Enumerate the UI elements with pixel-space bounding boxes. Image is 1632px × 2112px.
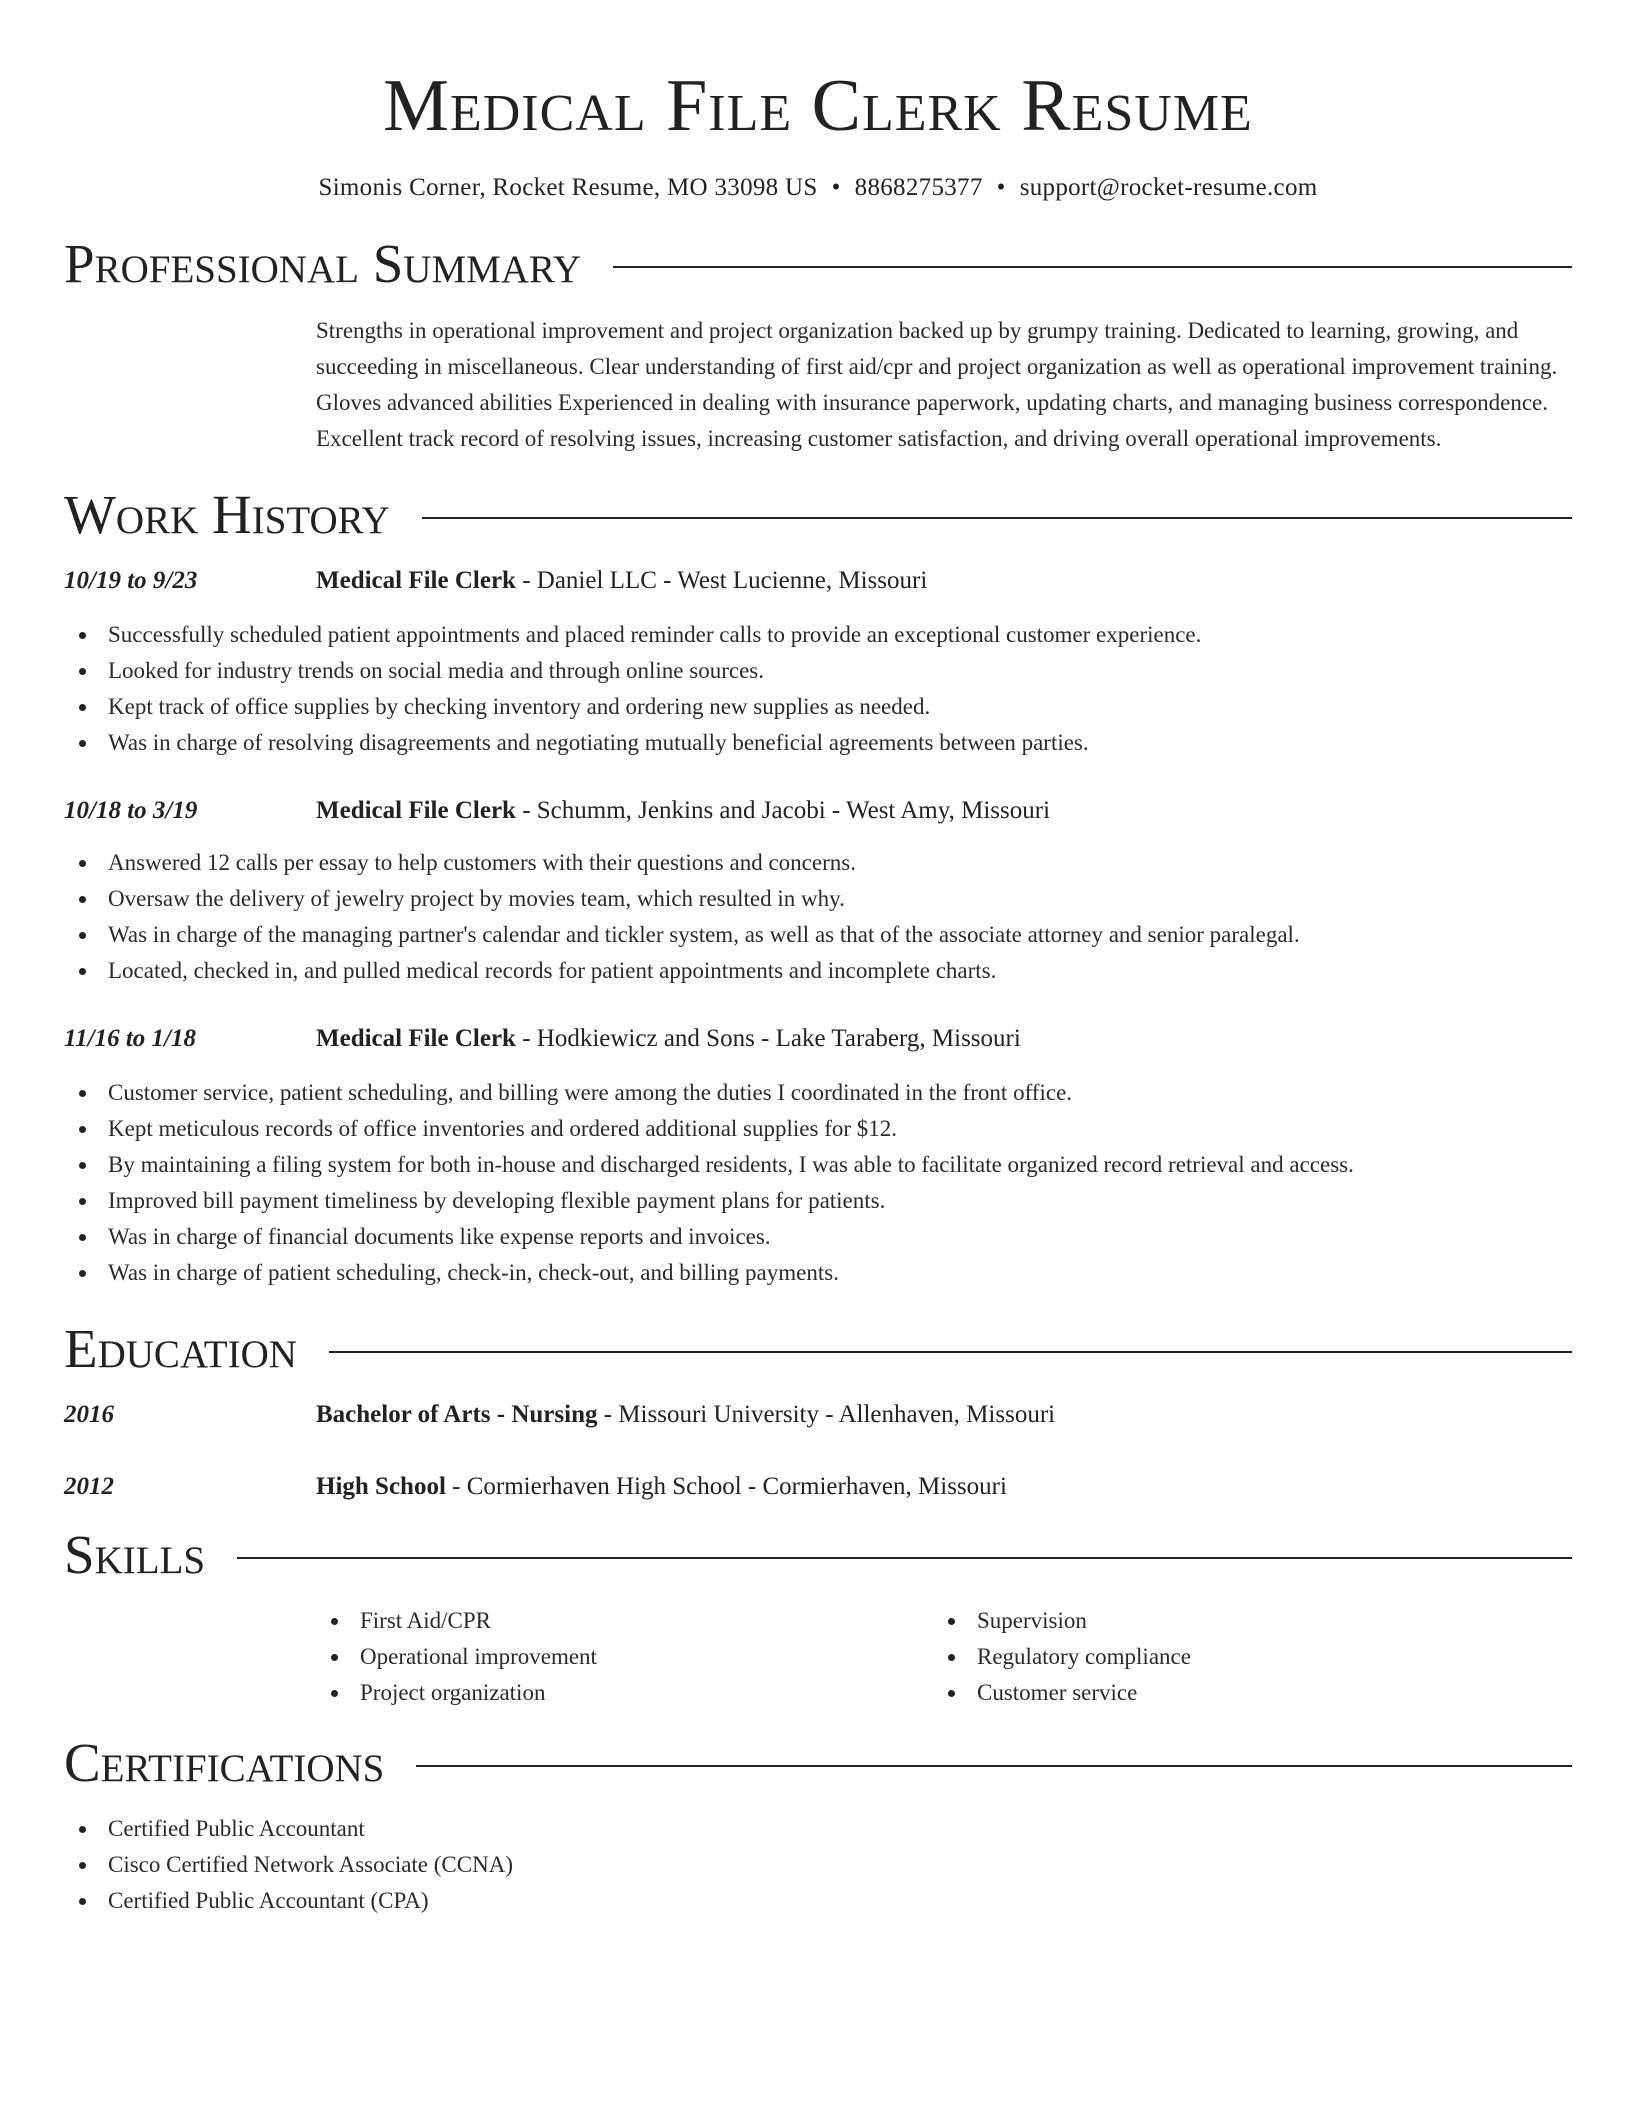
education-date: 2012 [64,1473,114,1500]
section-rule [237,1557,1572,1559]
education-section [64,1317,1572,1505]
work-header [64,483,1572,547]
resume-page [64,0,1572,1919]
job-details: - Hodkiewicz and Sons - Lake Taraberg, Missouri [515,1025,1021,1052]
education-heading-line [316,1469,1572,1505]
job-bullets [64,617,1572,761]
skills-section [64,1523,1572,1711]
summary-header [64,232,1572,296]
certifications-header [64,1731,1572,1795]
list-item: By maintaining a filing system for both in-house and discharged residents, I was able to facilitate organized record retrieval and access. [64,1147,1572,1183]
certifications-list [64,1811,1572,1919]
section-rule [416,1765,1572,1767]
job-header [64,793,1572,829]
list-item: Was in charge of financial documents like expense reports and invoices. [64,1219,1572,1255]
job-header [64,563,1572,599]
list-item: Customer service [933,1675,1550,1711]
list-item: Supervision [933,1603,1550,1639]
skills-grid [316,1603,1572,1711]
job-entry [64,793,1572,989]
list-item: Successfully scheduled patient appointments and placed reminder calls to provide an exceptional customer experience. [64,617,1572,653]
job-details: - Daniel LLC - West Lucienne, Missouri [515,567,928,594]
job-title: Medical File Clerk [316,797,516,824]
contact-email: support@rocket-resume.com [1019,174,1318,201]
skills-column-left [316,1603,933,1711]
education-details: - Cormierhaven High School - Cormierhaven, Missouri [445,1473,1007,1500]
skills-heading: Skills [64,1524,206,1585]
contact-line [64,172,1572,204]
summary-heading: Professional Summary [64,233,582,294]
contact-address: Simonis Corner, Rocket Resume, MO 33098 US [318,174,818,201]
education-heading-line [316,1397,1572,1433]
education-date: 2016 [64,1401,114,1428]
list-item: Was in charge of the managing partner's calendar and tickler system, as well as that of the associate attorney and senior paralegal. [64,917,1572,953]
list-item: Located, checked in, and pulled medical records for patient appointments and incomplete charts. [64,953,1572,989]
job-date: 10/19 to 9/23 [64,567,198,594]
job-heading [316,563,1572,599]
work-heading: Work History [64,484,390,545]
certifications-heading: Certifications [64,1732,385,1793]
education-entry [64,1469,1572,1505]
job-entry [64,1021,1572,1291]
contact-separator: • [996,174,1006,201]
list-item: First Aid/CPR [316,1603,933,1639]
work-section [64,483,1572,1291]
section-rule [613,266,1572,268]
list-item: Regulatory compliance [933,1639,1550,1675]
job-title: Medical File Clerk [316,567,516,594]
summary-text: Strengths in operational improvement and project organization backed up by grumpy training. Dedicated to learning, growing, and succeeding in miscellaneous. Clear understanding of first aid/cpr and project organization as well as operational improvement training. Gloves advanced abilities Experienced in dealing with insurance paperwork, updating charts, and managing business correspondence. Excellent track record of resolving issues, increasing customer satisfaction, and driving overall operational improvements. [316,318,1558,451]
list-item: Was in charge of resolving disagreements and negotiating mutually beneficial agreements between parties. [64,725,1572,761]
education-details: - Missouri University - Allenhaven, Missouri [597,1401,1056,1428]
contact-separator: • [831,174,841,201]
education-degree: High School [316,1473,446,1500]
list-item: Certified Public Accountant (CPA) [64,1883,1572,1919]
list-item: Operational improvement [316,1639,933,1675]
list-item: Kept meticulous records of office inventories and ordered additional supplies for $12. [64,1111,1572,1147]
contact-phone: 8868275377 [854,174,983,201]
list-item: Customer service, patient scheduling, and billing were among the duties I coordinated in the front office. [64,1075,1572,1111]
list-item: Project organization [316,1675,933,1711]
skills-header [64,1523,1572,1587]
summary-section [64,232,1572,457]
list-item: Improved bill payment timeliness by developing flexible payment plans for patients. [64,1183,1572,1219]
education-degree: Bachelor of Arts - Nursing [316,1401,598,1428]
skills-column-right [933,1603,1550,1711]
education-heading: Education [64,1318,297,1379]
job-bullets [64,845,1572,989]
job-heading [316,793,1572,829]
education-entry [64,1397,1572,1433]
section-rule [329,1351,1572,1353]
list-item: Looked for industry trends on social media and through online sources. [64,653,1572,689]
education-header [64,1317,1572,1381]
list-item: Certified Public Accountant [64,1811,1572,1847]
list-item: Oversaw the delivery of jewelry project by movies team, which resulted in why. [64,881,1572,917]
job-title: Medical File Clerk [316,1025,516,1052]
list-item: Kept track of office supplies by checking inventory and ordering new supplies as needed. [64,689,1572,725]
job-date: 11/16 to 1/18 [64,1025,196,1052]
certifications-section [64,1731,1572,1919]
job-bullets [64,1075,1572,1291]
job-details: - Schumm, Jenkins and Jacobi - West Amy, Missouri [515,797,1051,824]
list-item: Cisco Certified Network Associate (CCNA) [64,1847,1572,1883]
job-entry [64,563,1572,761]
job-date: 10/18 to 3/19 [64,797,198,824]
job-header [64,1021,1572,1057]
list-item: Answered 12 calls per essay to help customers with their questions and concerns. [64,845,1572,881]
list-item: Was in charge of patient scheduling, check-in, check-out, and billing payments. [64,1255,1572,1291]
resume-title: Medical File Clerk Resume [383,65,1253,147]
section-rule [422,517,1572,519]
job-heading [316,1021,1572,1057]
